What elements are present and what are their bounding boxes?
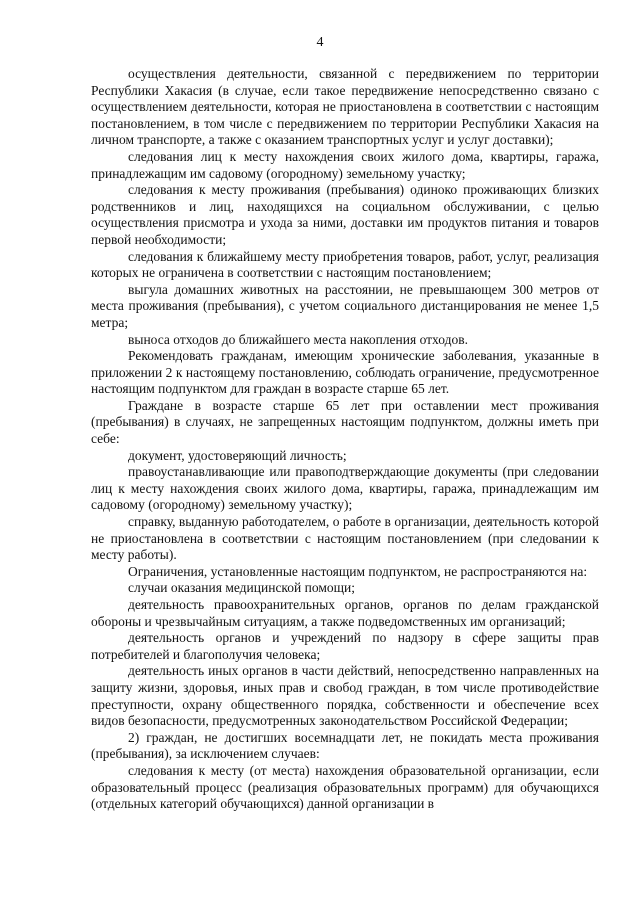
paragraph-13: случаи оказания медицинской помощи; [128,580,356,596]
paragraph-1: осуществления деятельности, связанной с передвижением по территории Республики Хакасия (в случае, если такое передвижение непосредственно связано с осуществлением деятельности, которая не приостановлена в соответствии с настоящим постановлением, в том числе с передвижением по территории Республики Хакасия на личном транспорте, а также с оказанием транспортных услуг и услуг доставки); [91,66,599,148]
paragraph-18: следования к месту (от места) нахождения образовательной организации, если образовательный процесс (реализация образовательных программ) для обучающихся (отдельных категорий обучающихся) данной организации в [91,762,599,812]
paragraph-15: деятельность органов и учреждений по надзору в сфере защиты прав потребителей и благополучия человека; [91,630,599,662]
paragraph-6: выноса отходов до ближайшего места накопления отходов. [128,331,469,347]
document-body [91,66,599,813]
page-number: 4 [316,35,324,50]
paragraph-3: следования к месту проживания (пребывания) одиноко проживающих близких родственников и лиц, находящихся на социальном обслуживании, с целью осуществления присмотра и ухода за ними, доставки им продуктов питания и товаров первой необходимости; [91,182,599,247]
paragraph-16: деятельность иных органов в части действий, непосредственно направленных на защиту жизни, здоровья, иных прав и свобод граждан, в том числе противодействие преступности, охрану общественного порядка, собственности и обеспечение всех видов безопасности, предусмотренных законодательством Российской Федерации; [91,663,599,729]
paragraph-11: справку, выданную работодателем, о работе в организации, деятельность которой не приостановлена в соответствии с настоящим постановлением (при следовании к месту работы). [91,514,599,563]
paragraph-4: следования к ближайшему месту приобретения товаров, работ, услуг, реализация которых не ограничена в соответствии с настоящим постановлением; [91,248,599,281]
paragraph-9: документ, удостоверяющий личность; [128,447,347,463]
paragraph-10: правоустанавливающие или правоподтверждающие документы (при следовании лиц к месту нахождения своих жилого дома, квартиры, гаража, принадлежащим им садовому (огородному) земельному участку); [91,464,599,513]
paragraph-2: следования лиц к месту нахождения своих жилого дома, квартиры, гаража, принадлежащим им садовому (огородному) земельному участку; [91,148,599,181]
paragraph-17: 2) граждан, не достигших восемнадцати лет, не покидать места проживания (пребывания), за исключением случаев: [91,729,599,762]
paragraph-7: Рекомендовать гражданам, имеющим хронические заболевания, указанные в приложении 2 к настоящему постановлению, соблюдать ограничение, предусмотренное настоящим подпунктом для граждан в возрасте старше 65 лет. [91,348,599,397]
paragraph-14: деятельность правоохранительных органов, органов по делам гражданской обороны и чрезвычайным ситуациям, а также подведомственных им организаций; [91,597,599,629]
paragraph-12: Ограничения, установленные настоящим подпунктом, не распространяются на: [128,563,588,579]
paragraph-5: выгула домашних животных на расстоянии, не превышающем 300 метров от места проживания (пребывания), с учетом социального дистанцирования не менее 1,5 метра; [91,281,599,330]
paragraph-8: Граждане в возрасте старше 65 лет при оставлении мест проживания (пребывания) в случаях, не запрещенных настоящим подпунктом, должны иметь при себе: [91,397,599,447]
